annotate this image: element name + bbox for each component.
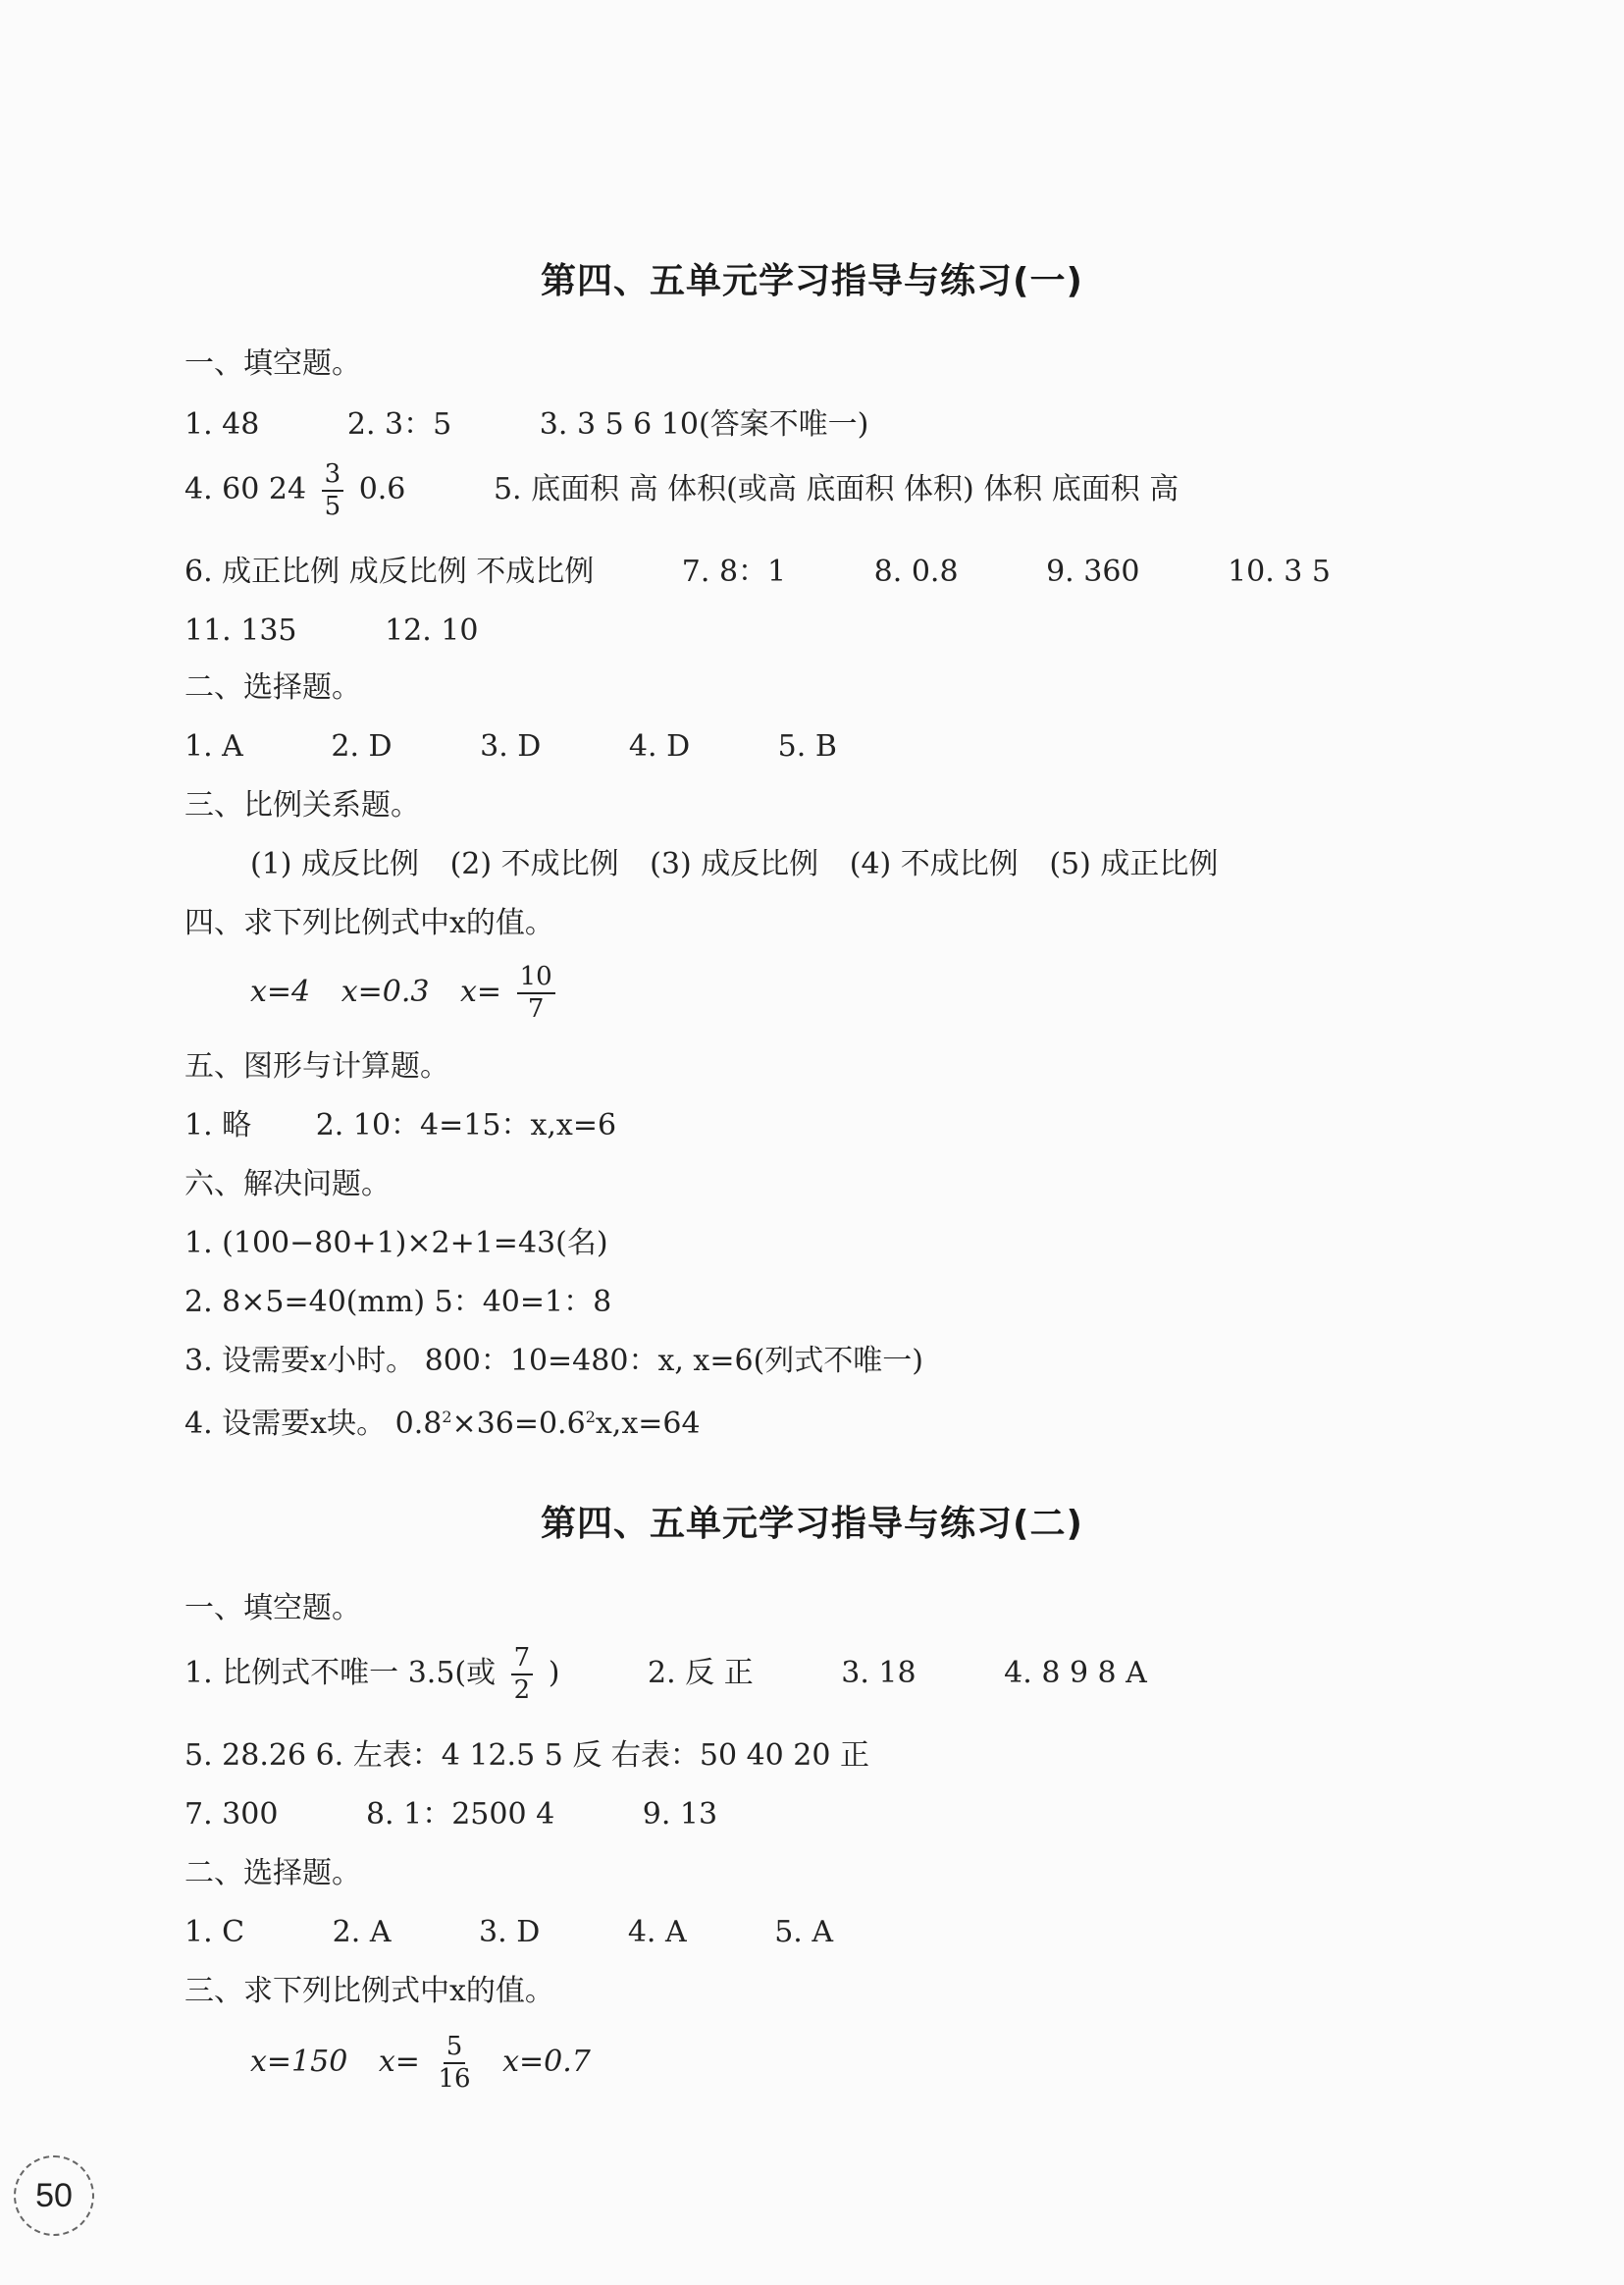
answer-item: 9. 13 — [642, 1797, 718, 1832]
answer-item: (5) 成正比例 — [1049, 847, 1219, 881]
fraction-numerator: 10 — [517, 964, 555, 994]
page-number: 50 — [35, 2176, 73, 2214]
s1-choice-answers — [184, 729, 837, 764]
s1-fill-line3 — [184, 555, 1332, 589]
fraction — [322, 461, 344, 521]
answer-item: 4. D — [628, 729, 691, 764]
answer-item: x=4 — [250, 975, 311, 1010]
s1-fill-line4 — [184, 613, 479, 648]
s2-fill-line1 — [184, 1645, 1147, 1705]
answer-item: 2. 反 正 — [648, 1656, 754, 1691]
fraction-denominator: 5 — [324, 492, 341, 522]
superscript: 2 — [442, 1408, 452, 1426]
answer-item: 2. D — [331, 729, 393, 764]
answer-item: 11. 135 — [184, 613, 297, 648]
answer-item: 7. 8：1 — [681, 555, 787, 589]
s1-problem-3: 3. 设需要x小时。 800：10=480：x, x=6(列式不唯一) — [184, 1344, 923, 1378]
answer-item: 4. A — [627, 1915, 687, 1949]
answer-item: 12. 10 — [385, 613, 479, 648]
answer-item: (3) 成反比例 — [650, 847, 819, 881]
fraction-denominator: 2 — [513, 1675, 531, 1706]
answer-item: 1. 略 — [184, 1108, 252, 1142]
s1-ratio-answers — [250, 847, 1219, 881]
s1-geometry-answers — [184, 1108, 617, 1142]
answer-item: ×36=0.6 — [451, 1407, 586, 1441]
answer-item: 4. 设需要x块。 0.8 — [184, 1407, 443, 1441]
answer-item: 3. 3 5 6 10(答案不唯一) — [539, 407, 869, 442]
answer-item: 3. D — [479, 1915, 541, 1949]
section1-title: 第四、五单元学习指导与练习(一) — [541, 261, 1083, 301]
answer-item: 10. 3 5 — [1228, 555, 1332, 589]
fraction-numerator: 3 — [322, 461, 344, 492]
answer-item: 3. D — [480, 729, 542, 764]
answer-item: 4. 8 9 8 A — [1004, 1656, 1147, 1691]
fraction — [511, 1645, 534, 1705]
answer-item: 8. 0.8 — [873, 555, 959, 589]
answer-item: 6. 成正比例 成反比例 不成比例 — [184, 555, 595, 589]
answer-item: (4) 不成比例 — [849, 847, 1019, 881]
s2-choice-answers — [184, 1915, 834, 1949]
answer-item: 1. 48 — [184, 407, 260, 442]
page-number-badge — [14, 2155, 94, 2236]
s2-fill-line3 — [184, 1797, 718, 1832]
answer-item: (2) 不成比例 — [449, 847, 619, 881]
answer-item: 1. C — [184, 1915, 245, 1949]
fraction — [517, 964, 555, 1024]
answer-item: ) — [548, 1656, 560, 1691]
s2-fill-heading: 一、填空题。 — [184, 1591, 361, 1625]
fraction-denominator: 16 — [438, 2064, 471, 2095]
answer-item: 7. 300 — [184, 1797, 279, 1832]
fraction-numerator: 7 — [511, 1645, 534, 1675]
answer-item: 5. 底面积 高 体积(或高 底面积 体积) 体积 底面积 高 — [493, 472, 1179, 507]
fraction-numerator: 5 — [444, 2034, 466, 2064]
answer-item: 3. 18 — [841, 1656, 917, 1691]
answer-item: 4. 60 24 — [184, 472, 307, 507]
answer-item: 9. 360 — [1046, 555, 1140, 589]
fraction — [435, 2034, 473, 2094]
superscript: 2 — [585, 1408, 596, 1426]
answer-item: 1. A — [184, 729, 243, 764]
s1-solve-heading: 四、求下列比例式中x的值。 — [184, 906, 554, 940]
answer-item: x=150 — [250, 2045, 348, 2080]
answer-item: (1) 成反比例 — [250, 847, 420, 881]
answer-item: x=0.7 — [502, 2045, 591, 2080]
answer-item: x,x=64 — [595, 1407, 701, 1441]
answer-item: 2. 10：4=15：x,x=6 — [315, 1108, 617, 1142]
s1-solve-answers — [250, 964, 561, 1024]
answer-item: 2. 3：5 — [346, 407, 452, 442]
s1-problem-heading: 六、解决问题。 — [184, 1167, 391, 1201]
answer-item: x=0.3 — [341, 975, 430, 1010]
answer-item: 5. A — [774, 1915, 834, 1949]
s2-choice-heading: 二、选择题。 — [184, 1856, 361, 1890]
answer-item: 8. 1：2500 4 — [365, 1797, 555, 1832]
section2-title: 第四、五单元学习指导与练习(二) — [541, 1504, 1083, 1544]
answer-item: 5. B — [777, 729, 837, 764]
s2-solve-answers — [250, 2034, 591, 2094]
s1-problem-2: 2. 8×5=40(mm) 5：40=1：8 — [184, 1285, 612, 1319]
answer-item: 0.6 — [358, 472, 406, 507]
answer-item: x= — [378, 2045, 420, 2080]
s1-problem-1: 1. (100−80+1)×2+1=43(名) — [184, 1226, 608, 1260]
answer-item: 1. 比例式不唯一 3.5(或 — [184, 1656, 497, 1691]
fraction-denominator: 7 — [527, 994, 545, 1025]
s2-solve-heading: 三、求下列比例式中x的值。 — [184, 1974, 554, 2008]
s1-fill-line2 — [184, 461, 1179, 521]
answer-item: 2. A — [332, 1915, 392, 1949]
s1-fill-line1 — [184, 407, 869, 442]
s1-fill-heading: 一、填空题。 — [184, 346, 361, 381]
answer-item: x= — [460, 975, 502, 1010]
s1-ratio-heading: 三、比例关系题。 — [184, 788, 420, 823]
s1-choice-heading: 二、选择题。 — [184, 670, 361, 705]
s2-fill-line2: 5. 28.26 6. 左表：4 12.5 5 反 右表：50 40 20 正 — [184, 1738, 869, 1773]
s1-geometry-heading: 五、图形与计算题。 — [184, 1049, 449, 1084]
s1-problem-4 — [184, 1409, 701, 1439]
